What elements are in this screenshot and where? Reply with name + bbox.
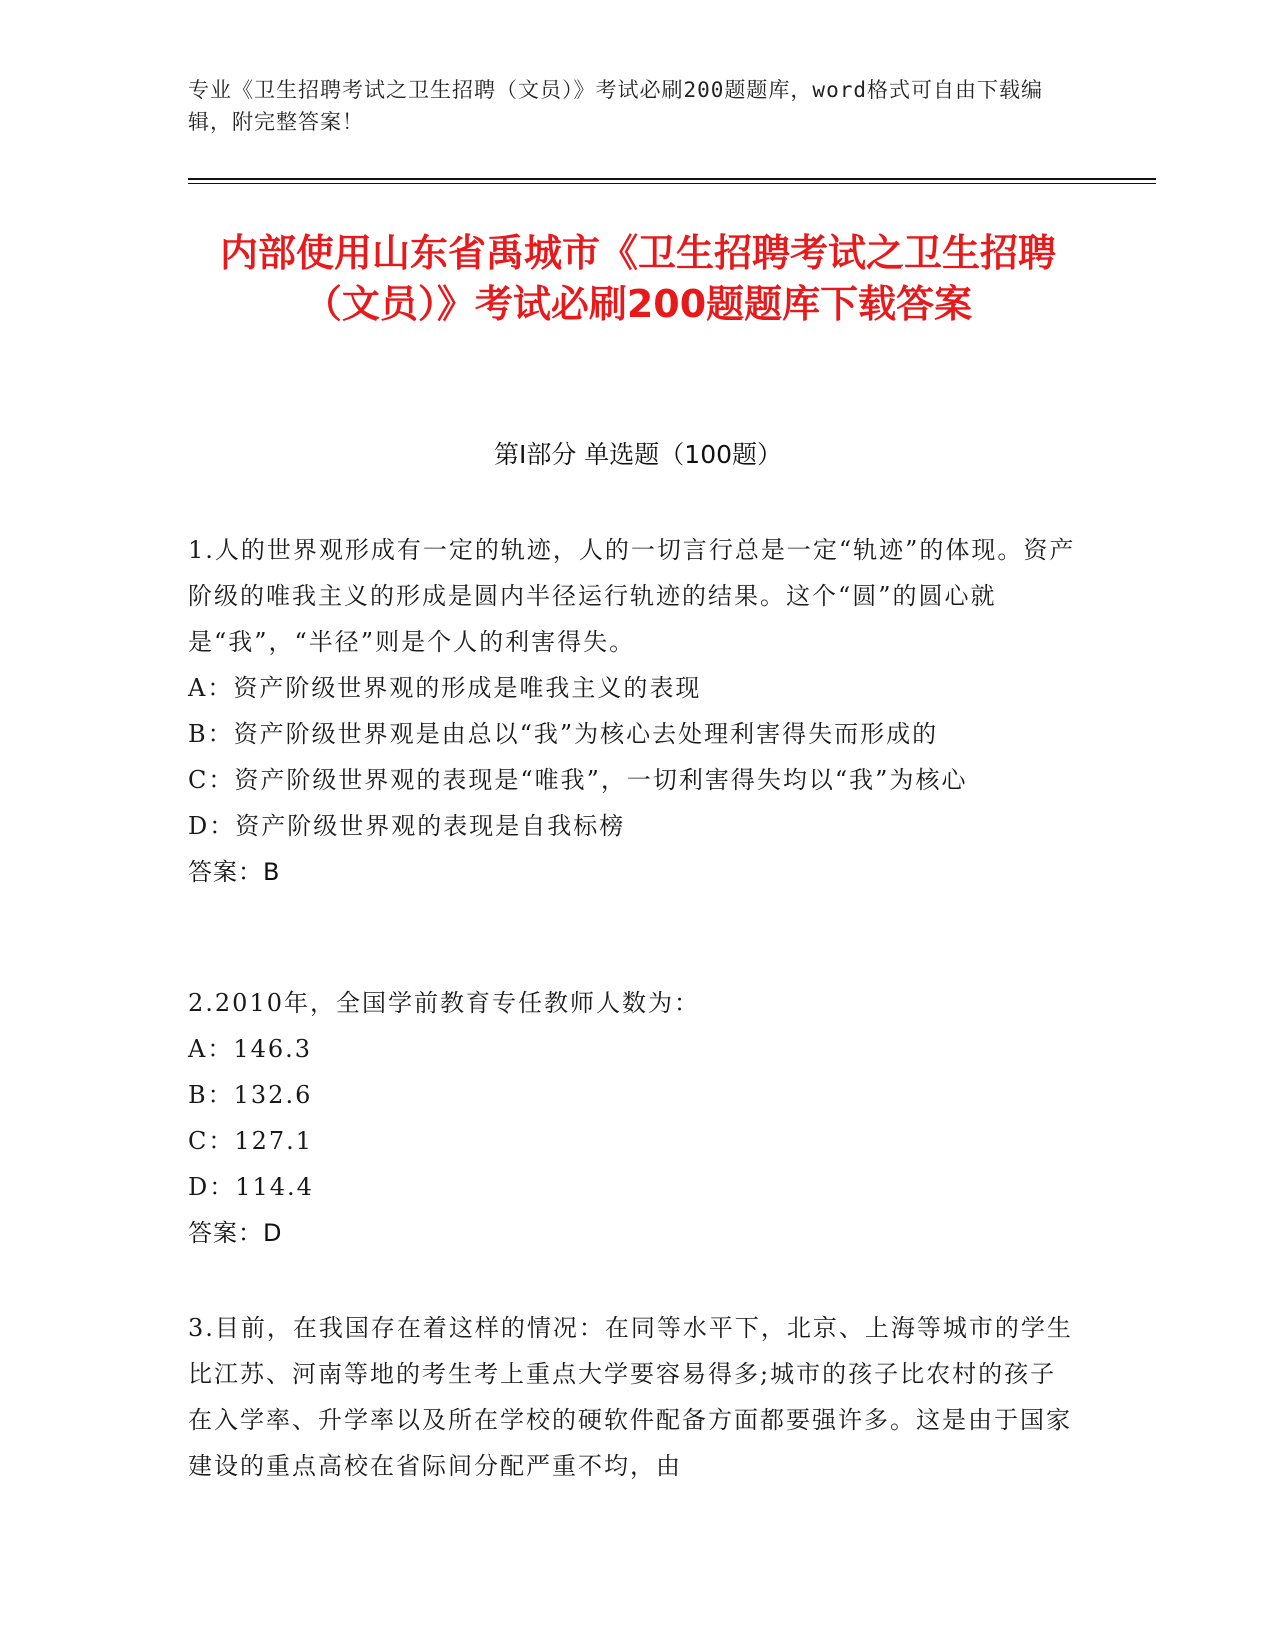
question-option-d: D：资产阶级世界观的表现是自我标榜	[188, 812, 626, 840]
header-divider-thick	[188, 178, 1156, 180]
question-answer: 答案：B	[188, 858, 281, 886]
question-2	[188, 980, 1078, 1256]
header-note: 专业《卫生招聘考试之卫生招聘（文员）》考试必刷200题题库，word格式可自由下载编辑，附完整答案！	[188, 78, 1043, 134]
question-option-b: B：132.6	[188, 1081, 313, 1109]
question-option-d: D：114.4	[188, 1173, 314, 1201]
question-stem: 3.目前，在我国存在着这样的情况：在同等水平下，北京、上海等城市的学生比江苏、河南等地的考生考上重点大学要容易得多;城市的孩子比农村的孩子在入学率、升学率以及所在学校的硬软件配备方面都要强许多。这是由于国家建设的重点高校在省际间分配严重不均，由	[188, 1314, 1073, 1480]
header-divider-thin	[188, 183, 1156, 184]
question-option-c: C：127.1	[188, 1127, 314, 1155]
question-answer: 答案：D	[188, 1219, 283, 1247]
question-option-c: C：资产阶级世界观的表现是“唯我”，一切利害得失均以“我”为核心	[188, 766, 968, 794]
question-option-b: B：资产阶级世界观是由总以“我”为核心去处理利害得失而形成的	[188, 720, 939, 748]
question-stem: 1.人的世界观形成有一定的轨迹，人的一切言行总是一定“轨迹”的体现。资产阶级的唯我主义的形成是圆内半径运行轨迹的结果。这个“圆”的圆心就是“我”，“半径”则是个人的利害得失。	[188, 536, 1076, 656]
document-title: 内部使用山东省禹城市《卫生招聘考试之卫生招聘（文员）》考试必刷200题题库下载答案	[219, 231, 1056, 326]
question-option-a: A：资产阶级世界观的形成是唯我主义的表现	[188, 674, 702, 702]
section-title: 第Ⅰ部分 单选题（100题）	[493, 440, 783, 469]
question-option-a: A：146.3	[188, 1035, 313, 1063]
question-3	[188, 1305, 1078, 1489]
question-1	[188, 527, 1078, 895]
question-stem: 2.2010年，全国学前教育专任教师人数为：	[188, 989, 700, 1017]
